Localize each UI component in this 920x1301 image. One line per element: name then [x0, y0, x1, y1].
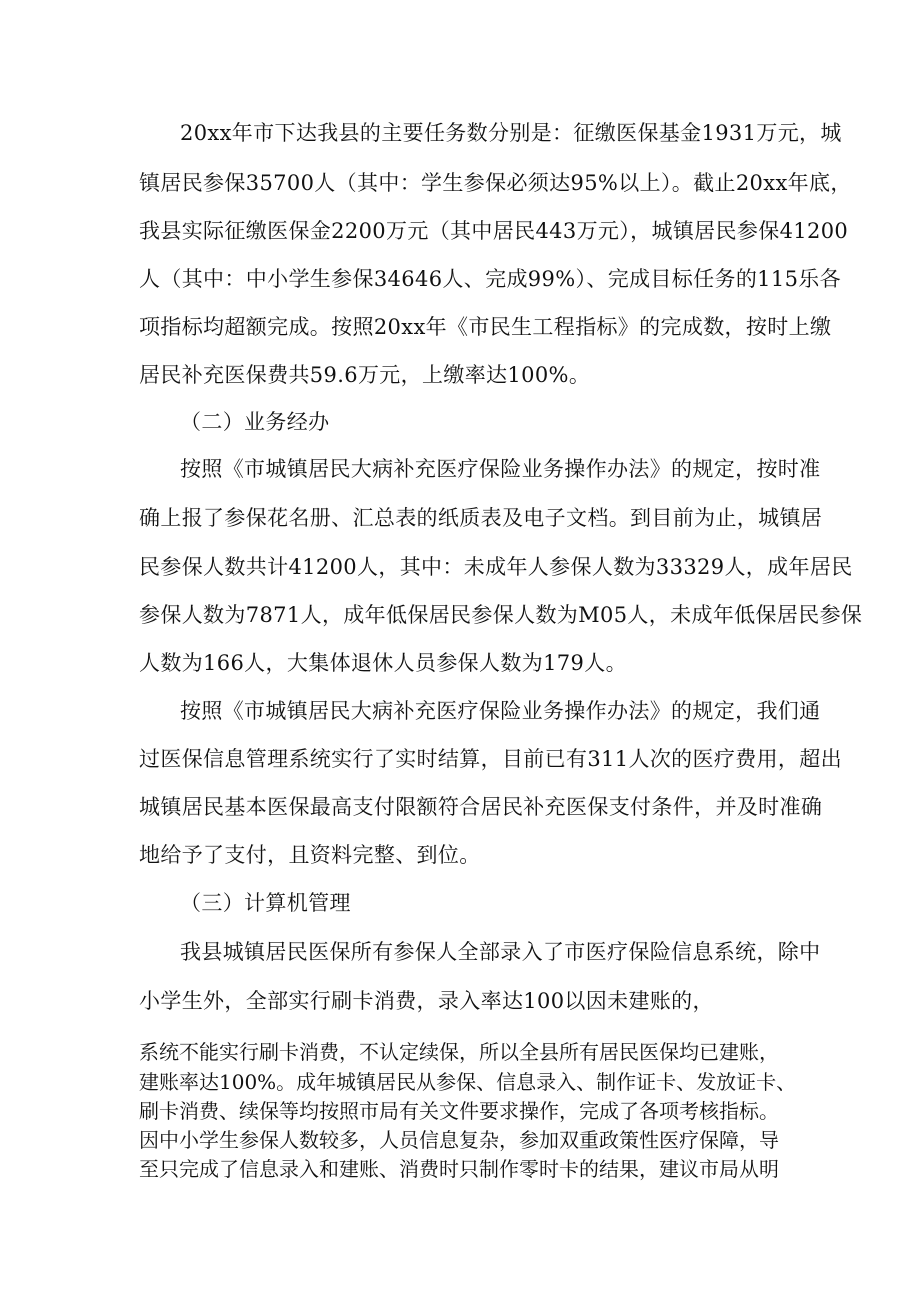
- paragraph-line: 系统不能实行刷卡消费，不认定续保，所以全县所有居民医保均已建账，: [139, 1040, 779, 1064]
- paragraph-line: 过医保信息管理系统实行了实时结算，目前已有311人次的医疗费用，超出: [139, 747, 842, 771]
- paragraph-line: 小学生外，全部实行刷卡消费，录入率达100以因未建账的，: [139, 989, 714, 1013]
- paragraph-line: 因中小学生参保人数较多，人员信息复杂，参加双重政策性医疗保障，导: [139, 1128, 779, 1152]
- paragraph-line: 确上报了参保花名册、汇总表的纸质表及电子文档。到目前为止，城镇居: [139, 506, 823, 530]
- paragraph-line: 建账率达100%。成年城镇居民从参保、信息录入、制作证卡、发放证卡、: [139, 1070, 797, 1094]
- paragraph-line: 按照《市城镇居民大病补充医疗保险业务操作办法》的规定，按时准: [180, 457, 821, 481]
- paragraph-line: 民参保人数共计41200人，其中：未成年人参保人数为33329人，成年居民: [139, 555, 853, 579]
- paragraph-line: 我县实际征缴医保金2200万元（其中居民443万元），城镇居民参保41200: [139, 219, 849, 243]
- paragraph-line: 20xx年市下达我县的主要任务数分别是：征缴医保基金1931万元，城: [180, 121, 842, 145]
- paragraph-line: 地给予了支付，且资料完整、到位。: [139, 843, 481, 867]
- section-heading: （二）业务经办: [180, 410, 330, 434]
- paragraph-line: 城镇居民基本医保最高支付限额符合居民补充医保支付条件，并及时准确: [139, 795, 823, 819]
- paragraph-line: 镇居民参保35700人（其中：学生参保必须达95%以上）。截止20xx年底，: [139, 171, 852, 195]
- paragraph-line: 至只完成了信息录入和建账、消费时只制作零时卡的结果，建议市局从明: [139, 1157, 779, 1181]
- paragraph-line: 人数为166人，大集体退休人员参保人数为179人。: [139, 651, 627, 675]
- paragraph-line: 参保人数为7871人，成年低保居民参保人数为M05人，未成年低保居民参保: [139, 603, 863, 627]
- paragraph-line: 项指标均超额完成。按照20xx年《市民生工程指标》的完成数，按时上缴: [139, 315, 832, 339]
- paragraph-line: 按照《市城镇居民大病补充医疗保险业务操作办法》的规定，我们通: [180, 699, 821, 723]
- paragraph-line: 居民补充医保费共59.6万元，上缴率达100%。: [139, 363, 591, 387]
- section-heading: （三）计算机管理: [180, 891, 351, 915]
- paragraph-line: 刷卡消费、续保等均按照市局有关文件要求操作，完成了各项考核指标。: [139, 1099, 779, 1123]
- paragraph-line: 人（其中：中小学生参保34646人、完成99%）、完成目标任务的115乐各: [139, 267, 842, 291]
- paragraph-line: 我县城镇居民医保所有参保人全部录入了市医疗保险信息系统，除中: [180, 940, 821, 964]
